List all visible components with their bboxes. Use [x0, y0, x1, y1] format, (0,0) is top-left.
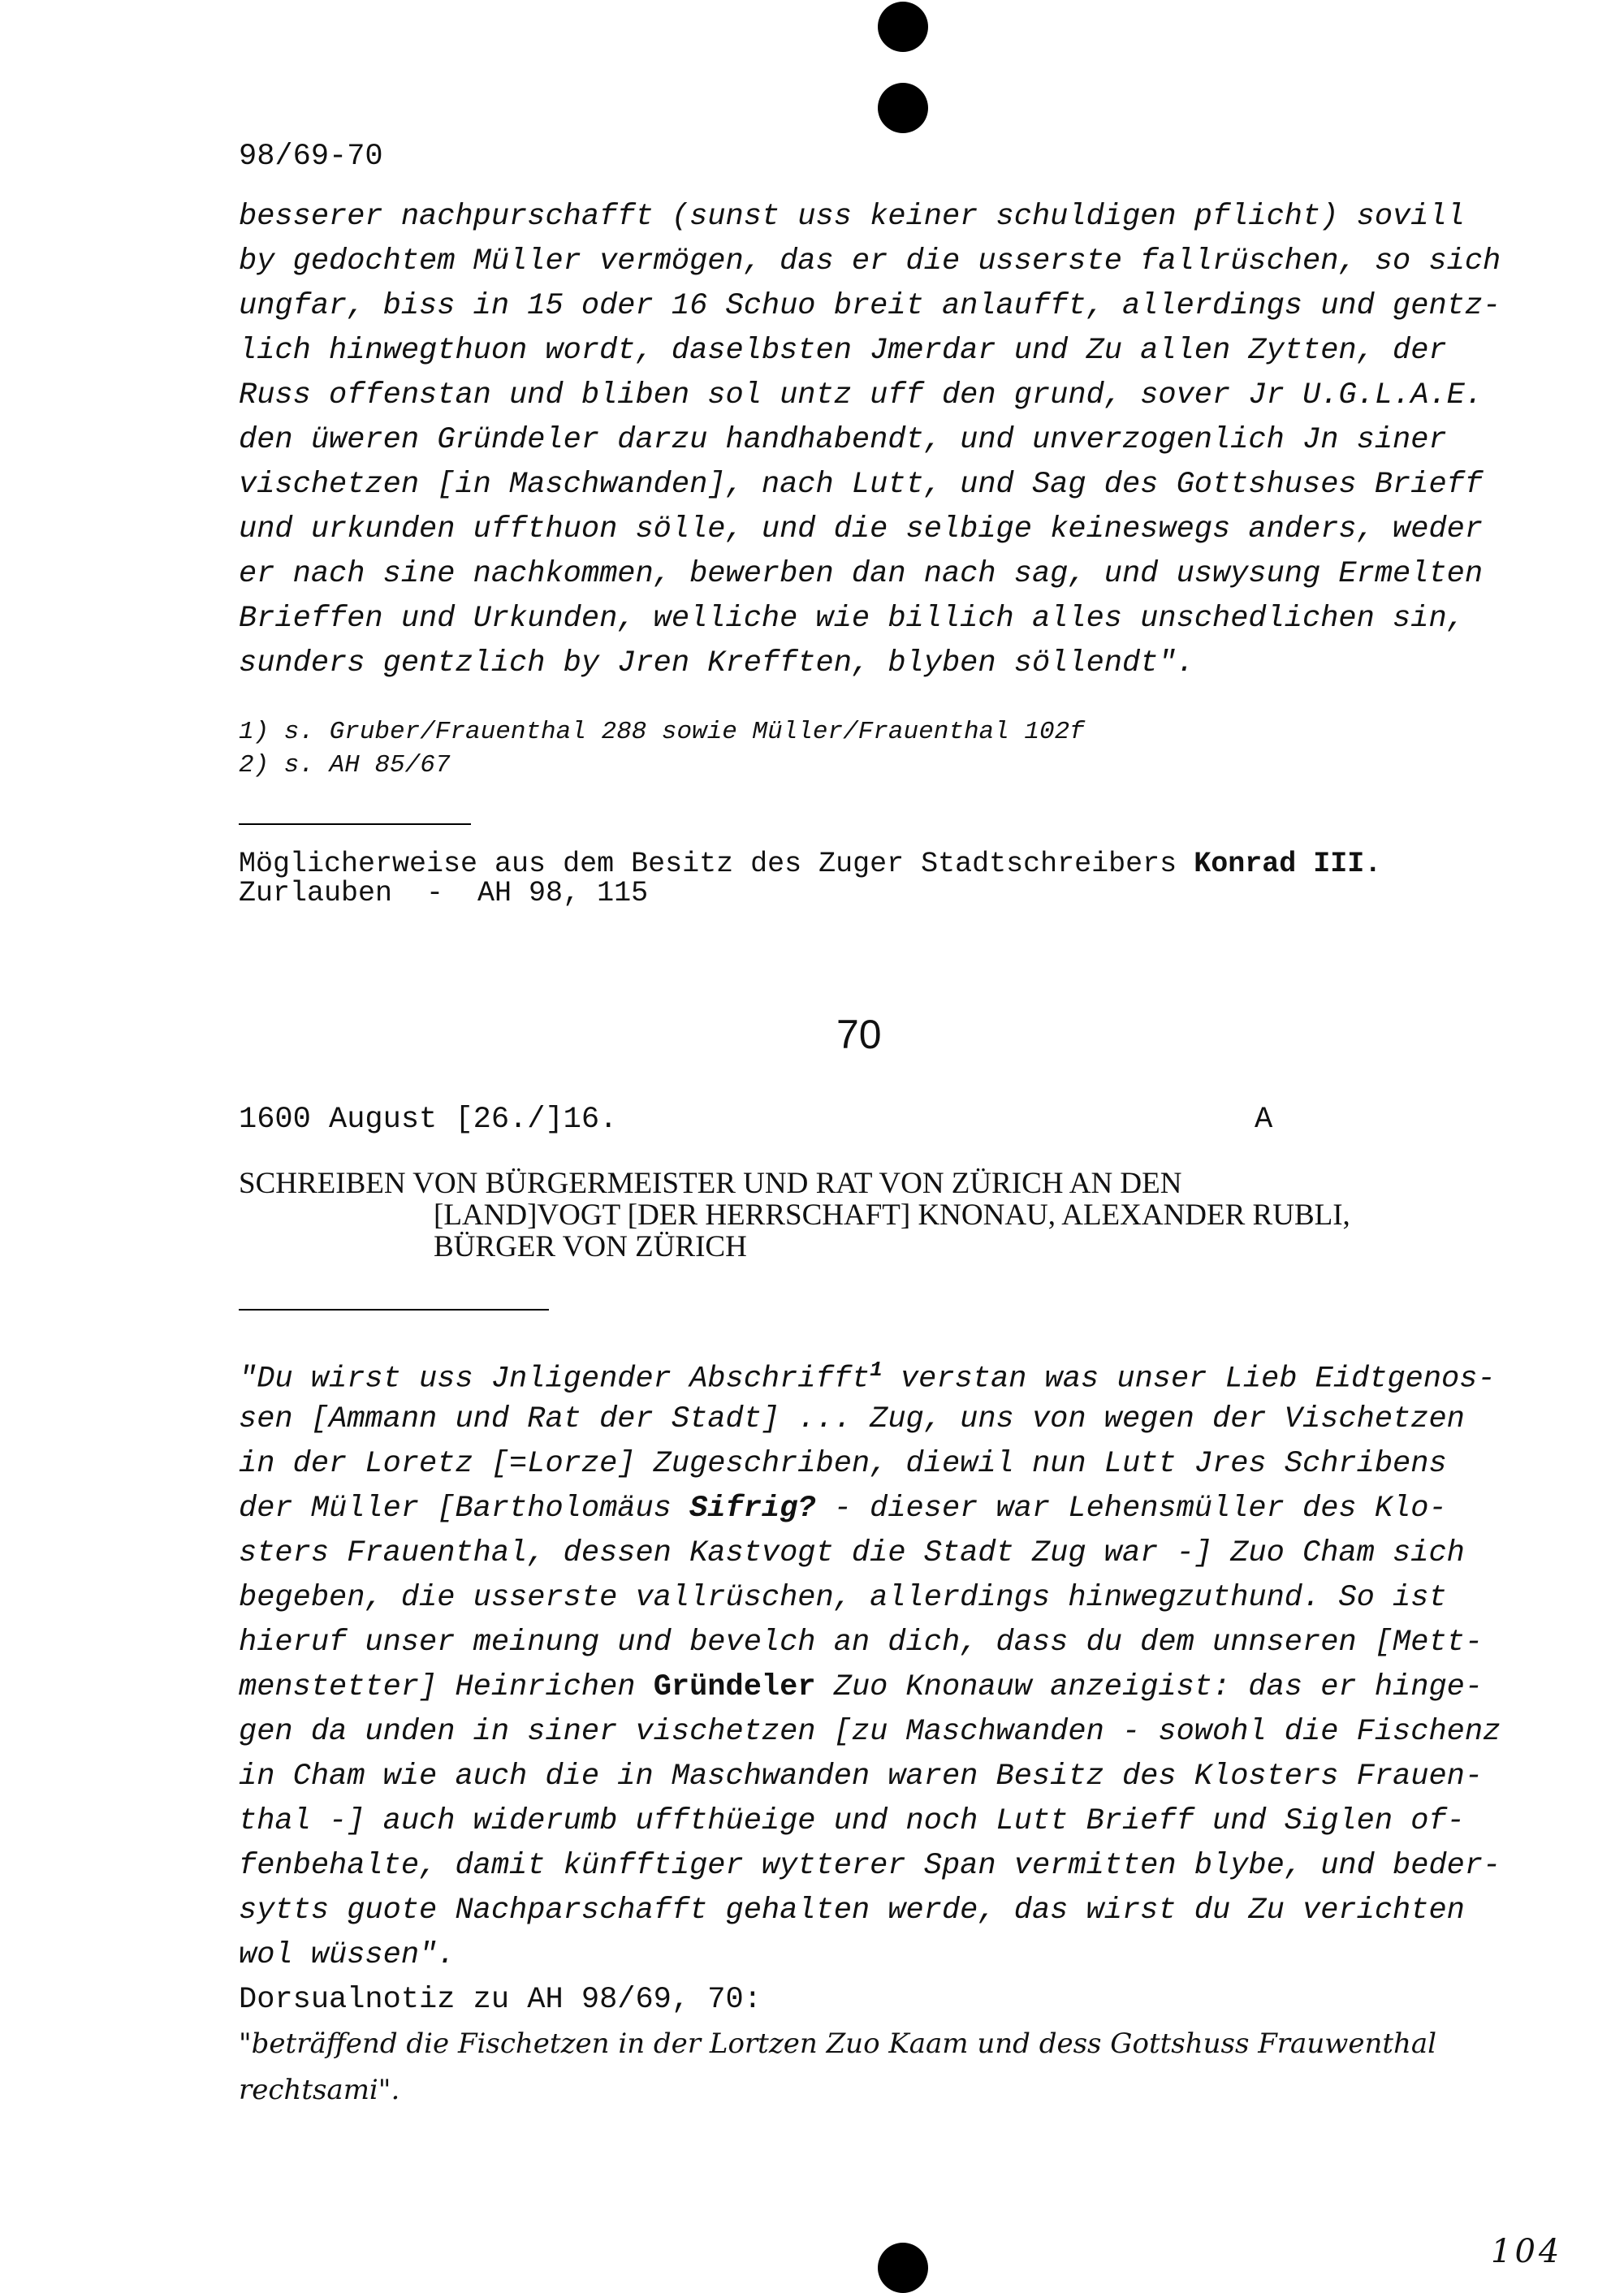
provenance-line: Zurlauben - AH 98, 115 [239, 877, 649, 909]
document-id: 98/69-70 [239, 140, 383, 174]
body-bold-name: Sifrig? [689, 1492, 816, 1526]
body-line [239, 1492, 1447, 1526]
body-text: - dieser war Lehensmüller des Klo- [815, 1492, 1447, 1526]
body-line: wol wüssen". [239, 1938, 456, 1972]
body-text: der Müller [Bartholomäus [239, 1492, 690, 1526]
provenance-text: Möglicherweise aus dem Besitz des Zuger Stadtschreibers [239, 848, 1194, 880]
dorsal-label: Dorsualnotiz zu AH 98/69, 70: [239, 1983, 762, 2017]
binder-hole-top [878, 2, 928, 52]
body-line: lich hinwegthuon wordt, daselbsten Jmerdar und Zu allen Zytten, der [239, 334, 1447, 368]
body-line: den üweren Gründeler darzu handhabendt, und unverzogenlich Jn siner [239, 423, 1447, 457]
body-line: besserer nachpurschafft (sunst uss keiner schuldigen pflicht) sovill [239, 200, 1465, 234]
handwritten-page-number: 104 [1491, 2233, 1563, 2270]
body-line: er nach sine nachkommen, bewerben dan nach sag, und uswysung Ermelten [239, 557, 1484, 591]
body-text: verstan was unser Lieb Eidtgenos- [882, 1362, 1496, 1397]
body-line: gen da unden in siner vischetzen [zu Maschwanden - sowohl die Fischenz [239, 1715, 1501, 1749]
body-line: vischetzen [in Maschwanden], nach Lutt, und Sag des Gottshuses Brieff [239, 468, 1484, 502]
heading-line: SCHREIBEN VON BÜRGERMEISTER UND RAT VON ZÜRICH AN DEN [239, 1167, 1182, 1200]
provenance-line [239, 848, 1381, 880]
heading-line: BÜRGER VON ZÜRICH [434, 1230, 747, 1263]
body-text: Zuo Knonauw anzeigist: das er hinge- [815, 1670, 1484, 1704]
body-line: fenbehalte, damit künfftiger wytterer Span vermitten blybe, und beder- [239, 1849, 1501, 1883]
heading-line: [LAND]VOGT [DER HERRSCHAFT] KNONAU, ALEXANDER RUBLI, [434, 1198, 1350, 1232]
body-text: "Du wirst uss Jnligender Abschrifft [239, 1362, 870, 1397]
body-line: begeben, die usserste vallrüschen, allerdings hinwegzuthund. So ist [239, 1581, 1447, 1615]
body-text: menstetter] Heinrichen [239, 1670, 654, 1704]
body-line: by gedochtem Müller vermögen, das er die usserste fallrüschen, so sich [239, 244, 1501, 279]
footnote-marker: 1 [870, 1358, 883, 1382]
body-line: Brieffen und Urkunden, welliche wie billich alles unschedlichen sin, [239, 602, 1465, 636]
divider-rule [239, 823, 471, 825]
body-line [239, 1670, 1483, 1704]
binder-hole-bottom [878, 2243, 928, 2293]
footnote: 1) s. Gruber/Frauenthal 288 sowie Müller/Frauenthal 102f [239, 718, 1085, 746]
body-line: ungfar, biss in 15 oder 16 Schuo breit anlaufft, allerdings und gentz- [239, 289, 1501, 323]
body-line: und urkunden uffthuon sölle, und die selbige keineswegs anders, weder [239, 512, 1484, 546]
body-line: in Cham wie auch die in Maschwanden waren Besitz des Klosters Frauen- [239, 1760, 1484, 1794]
document-number: 70 [836, 1012, 882, 1057]
dorsal-quote-line: rechtsami". [239, 2074, 400, 2106]
binder-hole-second [878, 83, 928, 133]
body-line [239, 1358, 1496, 1396]
category-letter: A [1255, 1103, 1273, 1137]
body-line: sen [Ammann und Rat der Stadt] ... Zug, uns von wegen der Vischetzen [239, 1402, 1465, 1436]
body-line: thal -] auch widerumb uffthüeige und noch Lutt Brieff und Siglen of- [239, 1804, 1465, 1838]
dorsal-quote-line: "beträffend die Fischetzen in der Lortzen Zuo Kaam und dess Gottshuss Frauwenthal [239, 2027, 1437, 2060]
body-line: Russ offenstan und bliben sol untz uff den grund, sover Jr U.G.L.A.E. [239, 378, 1484, 412]
footnote: 2) s. AH 85/67 [239, 751, 451, 779]
body-line: hieruf unser meinung und bevelch an dich, dass du dem unnseren [Mett- [239, 1626, 1484, 1660]
body-line: sytts guote Nachparschafft gehalten werde, das wirst du Zu verichten [239, 1894, 1465, 1928]
body-line: in der Loretz [=Lorze] Zugeschriben, diewil nun Lutt Jres Schribens [239, 1447, 1447, 1481]
divider-rule [239, 1309, 549, 1311]
body-bold-name: Gründeler [653, 1670, 816, 1704]
body-line: sunders gentzlich by Jren Krefften, blyben söllendt". [239, 646, 1194, 680]
document-date: 1600 August [26./]16. [239, 1103, 618, 1137]
provenance-bold: Konrad III. [1194, 848, 1382, 880]
body-line: sters Frauenthal, dessen Kastvogt die Stadt Zug war -] Zuo Cham sich [239, 1536, 1465, 1570]
